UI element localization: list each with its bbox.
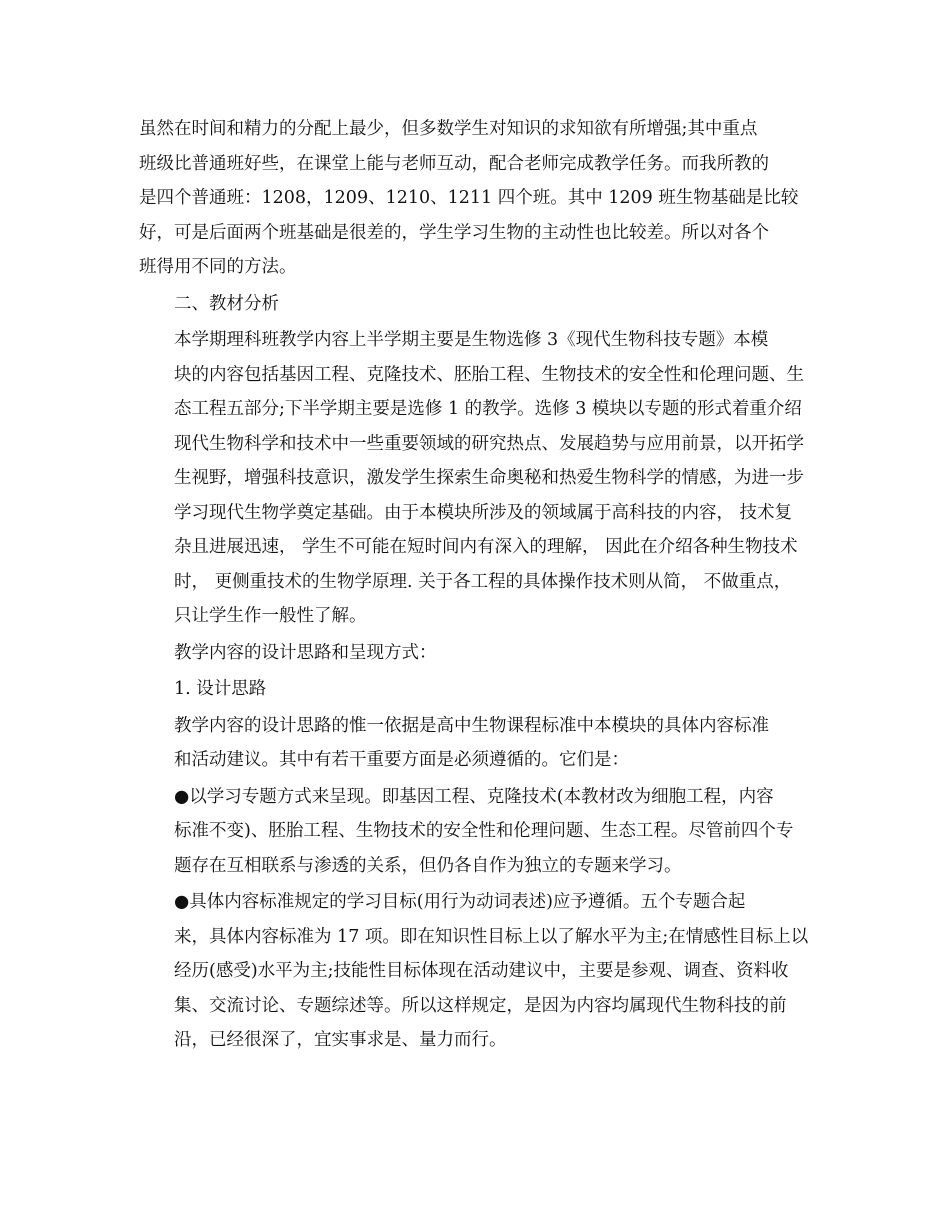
text-line: 生视野，增强科技意识，激发学生探索生命奥秘和热爱生物科学的情感，为进一步 [174, 468, 804, 488]
text-line: 学习现代生物学奠定基础。由于本模块所涉及的领域属于高科技的内容， 技术复 [174, 502, 793, 523]
text-line: 和活动建议。其中有若干重要方面是必须遵循的。它们是： [174, 750, 629, 770]
text-line: 虽然在时间和精力的分配上最少，但多数学生对知识的求知欲有所增强;其中重点 [139, 119, 758, 139]
text-line: 好，可是后面两个班基础是很差的，学生学习生物的主动性也比较差。所以对各个 [139, 222, 769, 243]
text-line: 标准不变)、胚胎工程、生物技术的安全性和伦理问题、生态工程。尽管前四个专 [174, 821, 794, 841]
subheading-design-ideas [139, 672, 815, 707]
text-line: 块的内容包括基因工程、克隆技术、胚胎工程、生物技术的安全性和伦理问题、生 [174, 364, 804, 385]
bullet-paragraph-topics [139, 780, 815, 884]
paragraph-design-heading [139, 636, 815, 671]
heading-text: 二、教材分析 [174, 293, 279, 314]
text-line: 教学内容的设计思路的惟一依据是高中生物课程标准中本模块的具体内容标准 [174, 715, 769, 736]
section-heading-textbook-analysis [139, 287, 815, 322]
paragraph-class-situation [139, 112, 815, 285]
text-line: 班级比普通班好些，在课堂上能与老师互动，配合老师完成教学任务。而我所教的 [139, 153, 769, 174]
text-line: 现代生物科学和技术中一些重要领域的研究热点、发展趋势与应用前景，以开拓学 [174, 433, 804, 454]
text-line: ●以学习专题方式来呈现。即基因工程、克隆技术(本教材改为细胞工程，内容 [174, 786, 774, 807]
text-line: 来，具体内容标准为 17 项。即在知识性目标上以了解水平为主;在情感性目标上以 [174, 926, 809, 947]
text-line: 本学期理科班教学内容上半学期主要是生物选修 3《现代生物科技专题》本模 [174, 330, 769, 350]
text-line: 教学内容的设计思路和呈现方式： [174, 642, 437, 663]
heading-text: 1. 设计思路 [174, 679, 267, 699]
text-line: 班得用不同的方法。 [139, 257, 297, 277]
text-line: 集、交流讨论、专题综述等。所以这样规定，是因为内容均属现代生物科技的前 [174, 995, 787, 1016]
text-line: ●具体内容标准规定的学习目标(用行为动词表述)应予遵循。五个专题合起 [174, 892, 746, 912]
text-line: 题存在互相联系与渗透的关系，但仍各自作为独立的专题来学习。 [174, 855, 682, 876]
paragraph-design-basis [139, 709, 815, 778]
text-line: 是四个普通班：1208，1209、1210、1211 四个班。其中 1209 班生物基础是比较 [139, 188, 799, 208]
text-line: 只让学生作一般性了解。 [174, 606, 367, 626]
text-line: 沿，已经很深了，宜实事求是、量力而行。 [174, 1030, 507, 1050]
text-line: 态工程五部分;下半学期主要是选修 1 的教学。选修 3 模块以专题的形式着重介绍 [174, 399, 802, 419]
paragraph-textbook-content [139, 323, 815, 634]
bullet-paragraph-objectives [139, 885, 815, 1058]
text-line: 时， 更侧重技术的生物学原理. 关于各工程的具体操作技术则从简， 不做重点， [174, 571, 792, 592]
text-line: 杂且进展迅速， 学生不可能在短时间内有深入的理解， 因此在介绍各种生物技术 [174, 537, 798, 557]
document-body [139, 112, 815, 1058]
text-line: 经历(感受)水平为主;技能性目标体现在活动建议中，主要是参观、调查、资料收 [174, 961, 789, 981]
